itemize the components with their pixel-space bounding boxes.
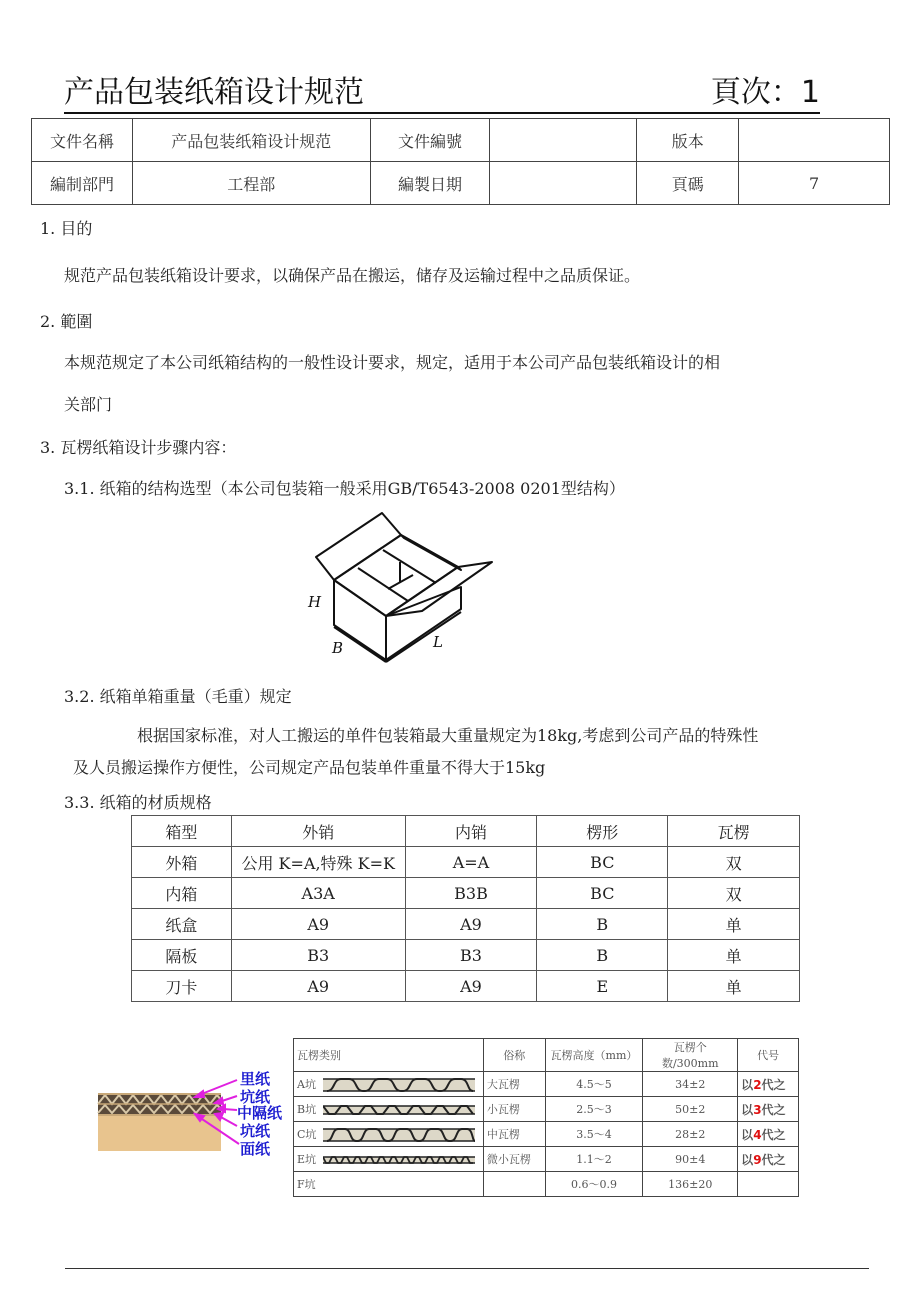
info-label-filename: 文件名稱 <box>32 119 133 162</box>
column-header: 外销 <box>231 816 405 847</box>
table-row <box>294 1097 799 1122</box>
section-3-2-title: 3.2. 纸箱单箱重量（毛重）规定 <box>64 687 292 706</box>
section-2-title: 2. 範圍 <box>40 312 93 331</box>
table-row <box>294 1072 799 1097</box>
flute-count-cell: 28±2 <box>643 1122 738 1147</box>
flute-code-cell <box>738 1097 799 1122</box>
table-row <box>132 940 800 971</box>
b-flute-profile-icon <box>323 1103 475 1117</box>
flute-header-row <box>294 1039 799 1072</box>
c-flute-profile-icon <box>323 1127 475 1143</box>
dimension-l-label: L <box>433 633 443 651</box>
table-cell: B3B <box>405 878 537 909</box>
table-row <box>294 1147 799 1172</box>
code-number: 3 <box>753 1102 762 1117</box>
column-header: 瓦楞 <box>668 816 800 847</box>
table-cell: BC <box>537 878 668 909</box>
flute-height-cell: 3.5～4 <box>545 1122 643 1147</box>
flute-name-cell: 大瓦楞 <box>483 1072 545 1097</box>
flute-code-cell <box>738 1172 799 1197</box>
table-cell: 单 <box>668 971 800 1002</box>
section-3-1-title: 3.1. 纸箱的结构选型（本公司包装箱一般采用GB/T6543-2008 0201型结构） <box>64 479 625 498</box>
document-title: 产品包装纸箱设计规范 <box>64 75 364 110</box>
flute-type-label: C坑 <box>297 1127 317 1141</box>
table-cell: A9 <box>405 971 537 1002</box>
table-cell: 纸盒 <box>132 909 232 940</box>
section-1-body: 规范产品包装纸箱设计要求，以确保产品在搬运，储存及运输过程中之品质保证。 <box>64 266 641 285</box>
flute-name-cell: 中瓦楞 <box>483 1122 545 1147</box>
material-spec-table <box>131 815 800 1002</box>
info-value-pages: 7 <box>739 162 890 205</box>
flute-type-label: A坑 <box>297 1077 316 1091</box>
table-row <box>294 1122 799 1147</box>
table-cell: 双 <box>668 847 800 878</box>
flute-name-cell <box>483 1172 545 1197</box>
document-info-table <box>31 118 890 205</box>
layer-label-middle-liner: 中隔纸 <box>237 1104 283 1122</box>
section-3-title: 3. 瓦楞纸箱设计步骤内容： <box>40 438 237 457</box>
box-structure-figure <box>300 505 510 670</box>
info-label-date: 編製日期 <box>370 162 490 205</box>
code-prefix: 以 <box>741 1077 754 1092</box>
info-label-pages: 頁碼 <box>637 162 739 205</box>
column-header: 俗称 <box>483 1039 545 1072</box>
table-row <box>132 909 800 940</box>
footer-divider <box>65 1268 869 1269</box>
flute-type-cell <box>294 1147 484 1172</box>
table-cell: 单 <box>668 940 800 971</box>
table-cell: A9 <box>231 909 405 940</box>
material-header-row <box>132 816 800 847</box>
code-suffix: 代之 <box>761 1127 786 1142</box>
code-prefix: 以 <box>741 1102 754 1117</box>
flute-type-cell <box>294 1172 484 1197</box>
table-row <box>132 878 800 909</box>
table-cell: B3 <box>231 940 405 971</box>
table-row <box>294 1172 799 1197</box>
layer-label-flute-upper: 坑纸 <box>240 1088 271 1106</box>
info-value-date <box>490 162 637 205</box>
e-flute-profile-icon <box>323 1155 475 1165</box>
table-cell: B <box>537 909 668 940</box>
section-3-2-body-line2: 及人员搬运操作方便性，公司规定产品包装单件重量不得大于15kg <box>73 758 546 777</box>
table-cell: 外箱 <box>132 847 232 878</box>
table-cell: 刀卡 <box>132 971 232 1002</box>
table-cell: BC <box>537 847 668 878</box>
column-header: 瓦楞类别 <box>294 1039 484 1072</box>
title-bar <box>64 74 820 114</box>
flute-height-cell: 2.5～3 <box>545 1097 643 1122</box>
column-header: 箱型 <box>132 816 232 847</box>
flute-count-cell: 136±20 <box>643 1172 738 1197</box>
flute-count-cell: 90±4 <box>643 1147 738 1172</box>
column-header: 瓦楞个数/300mm <box>643 1039 738 1072</box>
flute-height-cell: 1.1～2 <box>545 1147 643 1172</box>
table-cell: A9 <box>405 909 537 940</box>
info-row <box>32 119 890 162</box>
layer-label-liner-outer: 面纸 <box>240 1140 271 1158</box>
table-cell: A3A <box>231 878 405 909</box>
info-value-version <box>739 119 890 162</box>
flute-count-cell: 50±2 <box>643 1097 738 1122</box>
column-header: 瓦楞高度（mm） <box>545 1039 643 1072</box>
carton-0201-icon <box>300 505 510 670</box>
flute-type-label: B坑 <box>297 1103 317 1116</box>
table-cell: 双 <box>668 878 800 909</box>
table-cell: B <box>537 940 668 971</box>
flute-name-cell: 微小瓦楞 <box>483 1147 545 1172</box>
table-cell: E <box>537 971 668 1002</box>
layer-label-liner-inner: 里纸 <box>240 1070 271 1088</box>
code-suffix: 代之 <box>761 1102 786 1117</box>
section-1-title: 1. 目的 <box>40 219 93 238</box>
flute-type-table <box>293 1038 799 1197</box>
table-row <box>132 971 800 1002</box>
info-label-fileno: 文件編號 <box>370 119 490 162</box>
table-cell: 公用 K=A,特殊 K=K <box>231 847 405 878</box>
section-2-body-line2: 关部门 <box>64 395 113 414</box>
table-cell: B3 <box>405 940 537 971</box>
flute-count-cell: 34±2 <box>643 1072 738 1097</box>
flute-type-cell <box>294 1097 484 1122</box>
page-number-label: 頁次：1 <box>710 75 820 110</box>
flute-type-label: E坑 <box>297 1153 317 1166</box>
table-cell: 单 <box>668 909 800 940</box>
section-2-body-line1: 本规范规定了本公司纸箱结构的一般性设计要求，规定，适用于本公司产品包装纸箱设计的相 <box>64 353 721 372</box>
column-header: 楞形 <box>537 816 668 847</box>
table-cell: A=A <box>405 847 537 878</box>
info-label-version: 版本 <box>637 119 739 162</box>
column-header: 代号 <box>738 1039 799 1072</box>
flute-type-label: F坑 <box>297 1178 316 1191</box>
info-value-filename: 产品包装纸箱设计规范 <box>132 119 370 162</box>
flute-height-cell: 4.5～5 <box>545 1072 643 1097</box>
code-prefix: 以 <box>741 1152 754 1167</box>
section-3-3-title: 3.3. 纸箱的材质规格 <box>64 793 212 812</box>
table-row <box>132 847 800 878</box>
info-row <box>32 162 890 205</box>
code-suffix: 代之 <box>761 1152 786 1167</box>
section-3-2-body-line1: 根据国家标准，对人工搬运的单件包装箱最大重量规定为18kg,考虑到公司产品的特殊性 <box>137 726 759 745</box>
info-value-department: 工程部 <box>132 162 370 205</box>
flute-name-cell: 小瓦楞 <box>483 1097 545 1122</box>
table-cell: 隔板 <box>132 940 232 971</box>
info-value-fileno <box>490 119 637 162</box>
code-suffix: 代之 <box>761 1077 786 1092</box>
info-label-department: 編制部門 <box>32 162 133 205</box>
dimension-b-label: B <box>332 639 344 657</box>
flute-type-cell <box>294 1122 484 1147</box>
flute-code-cell <box>738 1122 799 1147</box>
table-cell: 内箱 <box>132 878 232 909</box>
code-number: 9 <box>753 1152 762 1167</box>
layer-label-flute-lower: 坑纸 <box>240 1122 271 1140</box>
flute-code-cell <box>738 1072 799 1097</box>
code-number: 4 <box>753 1127 762 1142</box>
corrugated-layer-diagram <box>95 1060 295 1160</box>
dimension-h-label: H <box>308 593 322 611</box>
table-cell: A9 <box>231 971 405 1002</box>
flute-code-cell <box>738 1147 799 1172</box>
code-prefix: 以 <box>741 1127 754 1142</box>
a-flute-profile-icon <box>323 1077 475 1093</box>
flute-type-cell <box>294 1072 484 1097</box>
code-number: 2 <box>753 1077 762 1092</box>
column-header: 内销 <box>405 816 537 847</box>
flute-height-cell: 0.6～0.9 <box>545 1172 643 1197</box>
